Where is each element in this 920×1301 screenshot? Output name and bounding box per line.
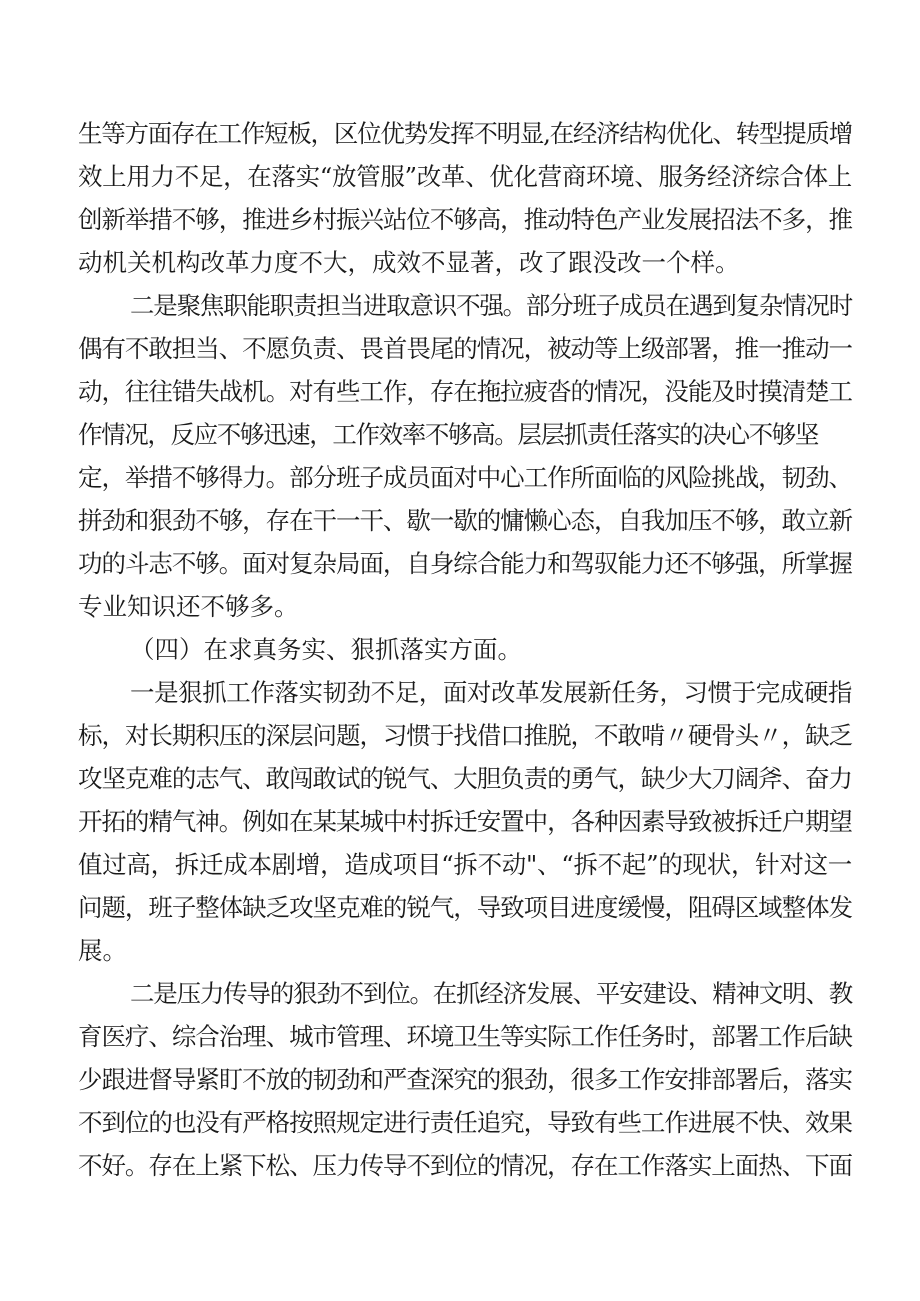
line-text: 标，对长期积压的深层问题，习惯于找借口推脱，不敢啃〃硬骨头〃，缺乏	[78, 721, 852, 750]
text-line	[0, 544, 920, 584]
text-line	[0, 931, 920, 971]
line-text: 专业知识还不够多。	[78, 592, 299, 621]
text-line	[0, 1103, 920, 1143]
line-text: 育医疗、综合治理、城市管理、环境卫生等实际工作任务时，部署工作后缺	[78, 1022, 852, 1051]
line-text: 少跟进督导紧盯不放的韧劲和严查深究的狠劲，很多工作安排部署后，落实	[78, 1065, 852, 1094]
text-line	[0, 372, 920, 412]
line-text: 不到位的也没有严格按照规定进行责任追究，导致有些工作进展不快、效果	[78, 1108, 852, 1137]
line-text: 二是压力传导的狠劲不到位。在抓经济发展、平安建设、精神文明、教	[130, 979, 852, 1008]
line-text: 攻坚克难的志气、敢闯敢试的锐气、大胆负责的勇气，缺少大刀阔斧、奋力	[78, 764, 852, 793]
text-line	[0, 845, 920, 885]
text-line	[0, 114, 920, 154]
line-text: 动机关机构改革力度不大，成效不显著，改了跟没改一个样。	[78, 248, 740, 277]
line-text: 生等方面存在工作短板，区位优势发挥不明显,在经济结构优化、转型提质增	[78, 119, 852, 148]
text-line	[0, 243, 920, 283]
text-line	[0, 759, 920, 799]
text-line	[0, 329, 920, 369]
line-text: 定，举措不够得力。部分班子成员面对中心工作所面临的风险挑战，韧劲、	[78, 463, 852, 492]
text-line	[0, 286, 920, 326]
line-text: 拼劲和狠劲不够，存在干一干、歇一歇的慵懒心态，自我加压不够，敢立新	[78, 506, 852, 535]
text-line	[0, 415, 920, 455]
text-line	[0, 157, 920, 197]
line-text: 创新举措不够，推进乡村振兴站位不够高，推动特色产业发展招法不多，推	[78, 205, 852, 234]
line-text: 偶有不敢担当、不愿负责、畏首畏尾的情况，被动等上级部署，推一推动一	[78, 334, 852, 363]
text-line	[0, 587, 920, 627]
text-line	[0, 974, 920, 1014]
line-text: 值过高，拆迁成本剧增，造成项目“拆不动"、“拆不起”的现状，针对这一	[78, 850, 852, 879]
section-heading	[0, 630, 920, 670]
line-text: 动，往往错失战机。对有些工作，存在拖拉疲沓的情况，没能及时摸清楚工	[78, 377, 852, 406]
text-line	[0, 802, 920, 842]
line-text: 展。	[78, 936, 127, 965]
text-line	[0, 1146, 920, 1186]
text-line	[0, 1060, 920, 1100]
text-line	[0, 716, 920, 756]
text-line	[0, 888, 920, 928]
line-text: （四）在求真务实、狠抓落实方面。	[130, 635, 522, 664]
line-text: 效上用力不足，在落实“放管服”改革、优化营商环境、服务经济综合体上	[78, 162, 852, 191]
text-line	[0, 1017, 920, 1057]
line-text: 一是狠抓工作落实韧劲不足，面对改革发展新任务，习惯于完成硬指	[130, 678, 852, 707]
text-line	[0, 458, 920, 498]
line-text: 问题，班子整体缺乏攻坚克难的锐气，导致项目进度缓慢，阻碍区域整体发	[78, 893, 852, 922]
line-text: 不好。存在上紧下松、压力传导不到位的情况，存在工作落实上面热、下面	[78, 1151, 852, 1180]
text-line	[0, 501, 920, 541]
text-line	[0, 200, 920, 240]
line-text: 功的斗志不够。面对复杂局面，自身综合能力和驾驭能力还不够强，所掌握	[78, 549, 852, 578]
line-text: 二是聚焦职能职责担当进取意识不强。部分班子成员在遇到复杂情况时	[130, 291, 852, 320]
line-text: 作情况，反应不够迅速，工作效率不够高。层层抓责任落实的决心不够坚	[78, 420, 818, 449]
line-text: 开拓的精气神。例如在某某城中村拆迁安置中，各种因素导致被拆迁户期望	[78, 807, 852, 836]
text-line	[0, 673, 920, 713]
